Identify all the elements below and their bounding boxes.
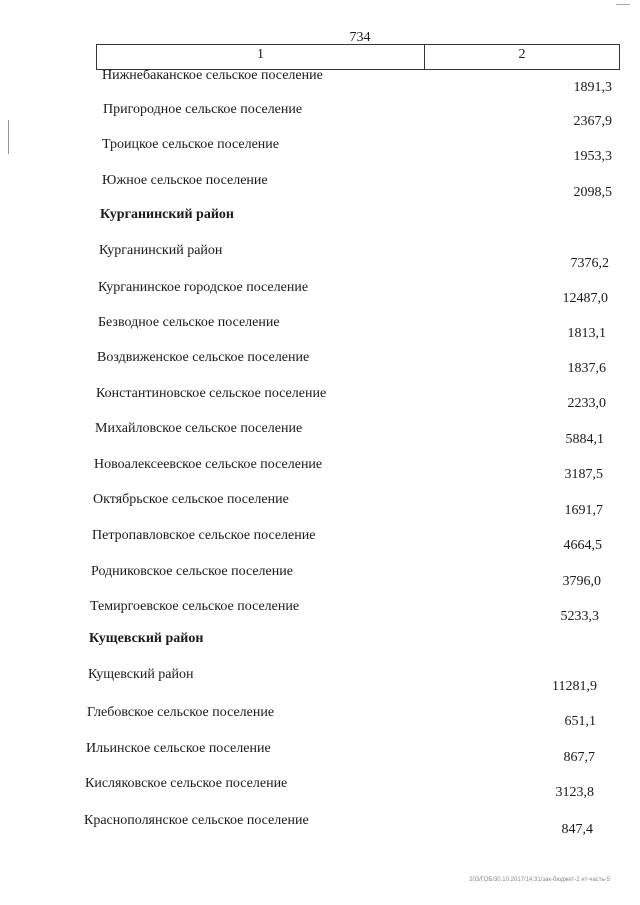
settlement-value: 2233,0 xyxy=(567,396,606,411)
settlement-value: 1891,3 xyxy=(573,80,612,95)
settlement-name: Новоалексеевское сельское поселение xyxy=(94,457,323,472)
settlement-value: 7376,2 xyxy=(570,256,609,271)
settlement-value: 847,4 xyxy=(561,822,593,837)
settlement-name: Южное сельское поселение xyxy=(102,173,268,188)
settlement-value: 651,1 xyxy=(564,714,596,729)
settlement-value: 12487,0 xyxy=(562,291,608,306)
settlement-value: 867,7 xyxy=(563,750,595,765)
settlement-value: 2367,9 xyxy=(573,114,612,129)
column-header-1: 1 xyxy=(97,45,425,69)
settlement-name: Безводное сельское поселение xyxy=(98,315,280,330)
settlement-value: 1813,1 xyxy=(567,326,606,341)
settlement-value: 5233,3 xyxy=(560,609,599,624)
settlement-name: Константиновское сельское поселение xyxy=(96,386,327,401)
column-header-2: 2 xyxy=(518,47,526,62)
settlement-name: Кущевский район xyxy=(88,667,194,682)
settlement-value: 3123,8 xyxy=(555,785,594,800)
settlement-name: Троицкое сельское поселение xyxy=(102,137,279,152)
settlement-name: Нижнебаканское сельское поселение xyxy=(102,68,323,83)
settlement-name: Курганинское городское поселение xyxy=(98,280,309,295)
settlement-value: 3187,5 xyxy=(564,467,603,482)
settlement-name: Михайловское сельское поселение xyxy=(95,421,303,436)
district-heading: Курганинский район xyxy=(100,207,234,222)
settlement-value: 1837,6 xyxy=(567,361,606,376)
settlement-name: Октябрьское сельское поселение xyxy=(93,492,289,507)
settlement-name: Курганинский район xyxy=(99,243,223,258)
table-header xyxy=(96,44,620,70)
settlement-name: Ильинское сельское поселение xyxy=(86,741,271,756)
settlement-value: 2098,5 xyxy=(573,185,612,200)
settlement-name: Темиргоевское сельское поселение xyxy=(90,599,300,614)
scan-mark xyxy=(616,4,630,15)
settlement-name: Петропавловское сельское поселение xyxy=(92,528,316,543)
settlement-name: Кисляковское сельское поселение xyxy=(85,776,288,791)
settlement-value: 5884,1 xyxy=(565,432,604,447)
settlement-name: Пригородное сельское поселение xyxy=(103,102,303,117)
settlement-value: 3796,0 xyxy=(562,574,601,589)
scan-margin-mark xyxy=(8,120,9,154)
settlement-value: 11281,9 xyxy=(552,679,597,694)
settlement-value: 1953,3 xyxy=(573,149,612,164)
settlement-value: 4664,5 xyxy=(563,538,602,553)
footer-stamp: 203/ГОБ/30.10.2017/14:31/зак-бюджет-2 нт-часть-5 xyxy=(469,877,610,883)
settlement-name: Родниковское сельское поселение xyxy=(91,564,293,579)
page-number: 734 xyxy=(349,30,371,45)
settlement-name: Глебовское сельское поселение xyxy=(87,705,275,720)
district-heading: Кущевский район xyxy=(89,631,204,646)
settlement-value: 1691,7 xyxy=(564,503,603,518)
settlement-name: Краснополянское сельское поселение xyxy=(84,813,309,828)
settlement-name: Воздвиженское сельское поселение xyxy=(97,350,310,365)
